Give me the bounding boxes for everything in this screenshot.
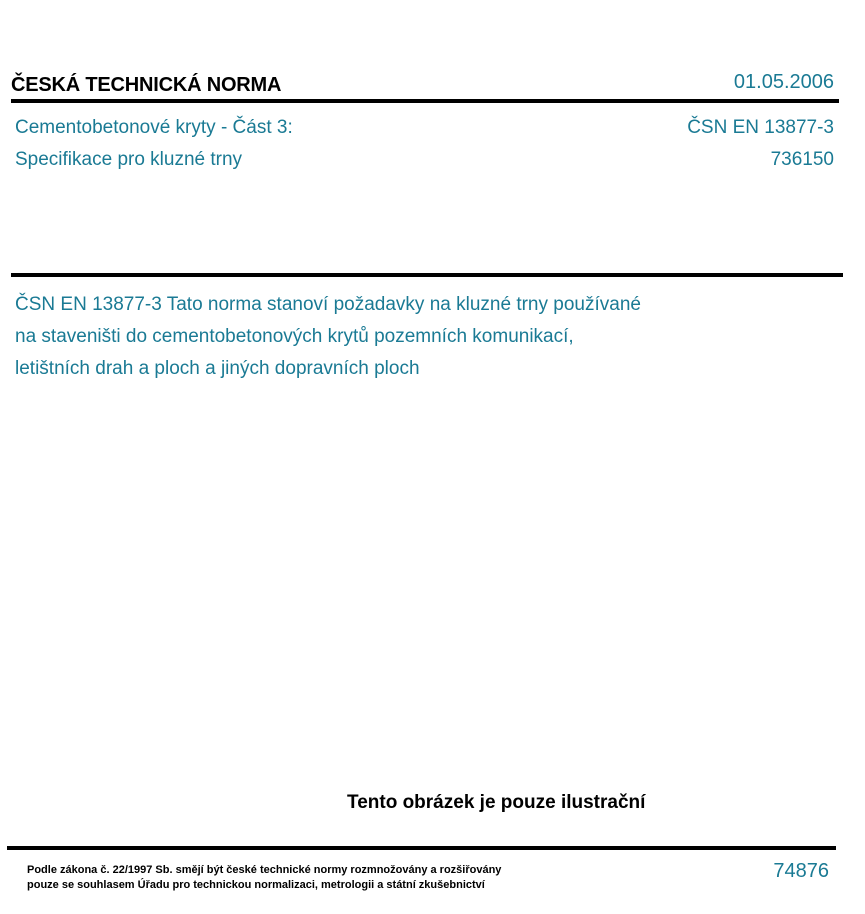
description-line-3: letištních drah a ploch a jiných dopravních ploch bbox=[15, 358, 420, 379]
standard-title-line-2: Specifikace pro kluzné trny bbox=[15, 149, 243, 170]
top-divider bbox=[11, 99, 839, 103]
issue-date: 01.05.2006 bbox=[733, 71, 834, 93]
legal-notice-line-2: pouze se souhlasem Úřadu pro technickou normalizaci, metrologii a státní zkušebnictví bbox=[27, 879, 485, 891]
description-line-2: na staveništi do cementobetonových krytů pozemních komunikací, bbox=[15, 326, 574, 347]
bottom-divider bbox=[7, 846, 836, 850]
description-line-1: ČSN EN 13877-3 Tato norma stanoví požadavky na kluzné trny používané bbox=[15, 294, 641, 315]
document-heading: ČESKÁ TECHNICKÁ NORMA bbox=[11, 74, 282, 96]
standard-title-line-1: Cementobetonové kryty - Část 3: bbox=[15, 117, 293, 138]
class-number: 736150 bbox=[770, 149, 834, 170]
document-number: 74876 bbox=[773, 860, 829, 882]
standard-code: ČSN EN 13877-3 bbox=[687, 117, 834, 138]
illustration-notice: Tento obrázek je pouze ilustrační bbox=[347, 792, 646, 813]
legal-notice-line-1: Podle zákona č. 22/1997 Sb. smějí být české technické normy rozmnožovány a rozšiřovány bbox=[27, 864, 502, 876]
middle-divider bbox=[11, 273, 843, 277]
